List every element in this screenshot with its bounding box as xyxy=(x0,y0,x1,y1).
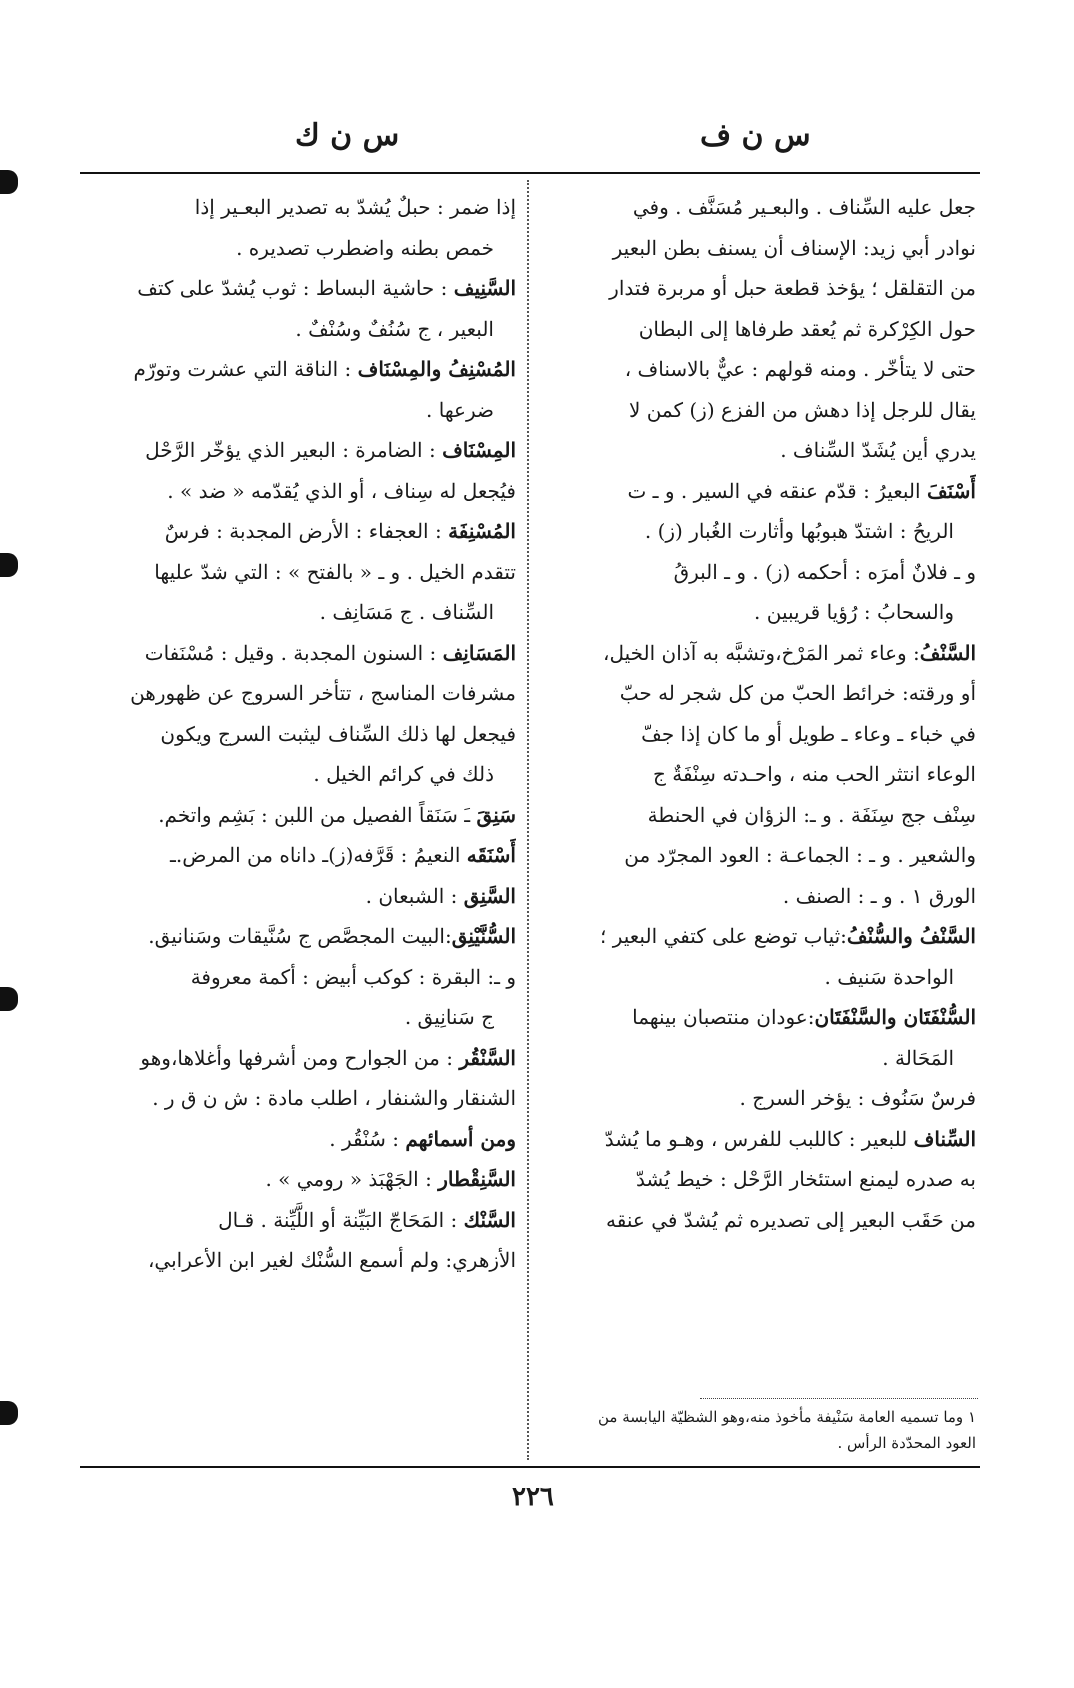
definition-text: حول الكِرْكرة ثم يُعقد طرفاها إلى البطان xyxy=(638,316,976,341)
definition-text: خمص بطنه واضطرب تصديره . xyxy=(236,235,494,260)
text-line xyxy=(544,552,976,593)
definition-text: : العجفاء : الأرض المجدبة : فرسٌ xyxy=(164,519,449,543)
headword: ومن أسمائهم xyxy=(405,1126,516,1151)
text-line xyxy=(544,471,976,512)
text-line xyxy=(86,957,516,998)
text-line xyxy=(544,187,976,228)
definition-text: نوادر أبي زيد: الإسناف أن يسنف بطن البعير xyxy=(612,235,976,260)
definition-text: فيُجعل له سِناف ، أو الذي يُقدّمه « ضد » . xyxy=(167,478,516,503)
text-line xyxy=(86,511,516,552)
text-line xyxy=(86,1078,516,1119)
definition-text: : الجَهْبَذ « رومي » . xyxy=(265,1167,439,1191)
footnote xyxy=(544,1404,976,1456)
definition-text: :ثياب توضع على كتفي البعير ؛ xyxy=(600,924,847,948)
definition-text: الوعاء انتثر الحب منه ، واحـدته سِنْفَةٌ ج xyxy=(652,762,976,786)
header-root-right: س ن ف xyxy=(700,118,811,153)
text-line xyxy=(544,916,976,957)
headword: أَسْنَقَه xyxy=(466,843,516,867)
footnote-rule xyxy=(700,1398,978,1400)
page-edge-mark xyxy=(0,1401,18,1425)
definition-text: ـَ سَنَقاً الفصيل من اللبن : بَشِم واتخم. xyxy=(158,802,477,827)
definition-text: السِّناف . ج مَسَانِف . xyxy=(319,600,494,624)
text-line xyxy=(86,1159,516,1200)
definition-text: تتقدم الخيل . و ـ « بالفتح » : التي شدّ عليها xyxy=(154,559,516,584)
definition-text: المَحَالة . xyxy=(882,1045,954,1070)
text-line xyxy=(86,268,516,309)
definition-text: الواحدة سَنيف . xyxy=(824,964,954,989)
footnote-line: ١ وما تسميه العامة سَنْيفة مأخوذ منه،وهو الشظيّة اليابسة من xyxy=(597,1408,976,1426)
definition-text: مشرفات المناسج ، تتأخر السروج عن ظهورهن xyxy=(130,681,516,705)
definition-text: ج سَنانِيق . xyxy=(404,1005,494,1029)
headword: السُّنَّيْنِق xyxy=(451,924,516,948)
text-line xyxy=(86,471,516,512)
page-edge-mark xyxy=(0,987,18,1011)
definition-text: الورق ١ . و ـ : الصنف . xyxy=(782,883,976,908)
text-line xyxy=(544,957,976,998)
text-line xyxy=(544,430,976,471)
definition-text: ذلك في كرائم الخيل . xyxy=(313,762,494,786)
headword: المُسْنِفُ والمِسْنَاف xyxy=(357,357,516,381)
text-line xyxy=(86,835,516,876)
text-line xyxy=(544,754,976,795)
definition-text: والسحابُ : رُؤيا قريبين . xyxy=(754,600,954,624)
text-line xyxy=(86,795,516,836)
page-edge-mark xyxy=(0,553,18,577)
definition-text: حتى لا يتأخّر . ومنه قولهم : عيٌّ بالاسناف ، xyxy=(624,357,976,381)
header-root-left: س ن ك xyxy=(295,118,400,153)
text-line xyxy=(544,633,976,674)
definition-text: : الناقة التي عشرت وتورّم xyxy=(133,357,358,381)
page-number: ٢٢٦ xyxy=(512,1482,554,1512)
definition-text: : المَحَاجّ البَيِّنة أو اللَّيِّنة . قـال xyxy=(218,1207,464,1232)
definition-text: والشعير . و ـ : الجماعـة : العود المجرّد من xyxy=(624,843,976,867)
text-line xyxy=(544,349,976,390)
text-line xyxy=(544,1200,976,1241)
text-line xyxy=(86,1200,516,1241)
headword: السَّنْك xyxy=(463,1207,516,1232)
text-line xyxy=(544,795,976,836)
text-line xyxy=(86,1240,516,1281)
text-line xyxy=(86,349,516,390)
definition-text: فيجعل لها ذلك السِّناف ليثبت السرج ويكون xyxy=(160,721,516,746)
definition-text: النعيمُ : قَرَّفه(ز)ـ داناه من المرض.ـ xyxy=(170,843,467,867)
definition-text: الشنقار والشنفار ، اطلب مادة : ش ن ق ر . xyxy=(152,1086,516,1110)
definition-text: من التقلقل ؛ يؤخذ قطعة حبل أو مربرة فتدار xyxy=(609,276,976,300)
definition-text: : الشبعان . xyxy=(365,883,464,908)
text-line xyxy=(86,916,516,957)
text-line xyxy=(544,309,976,350)
definition-text: الأزهري: ولم أسمع السُّنْك لغير ابن الأعرابي، xyxy=(147,1248,516,1272)
page-edge-mark xyxy=(0,170,18,194)
text-line xyxy=(86,997,516,1038)
text-line xyxy=(86,187,516,228)
headword: السَّنْقُر xyxy=(459,1045,516,1070)
text-line xyxy=(86,714,516,755)
definition-text: البعير ، ج سُنُفٌ وسُنْفٌ . xyxy=(295,316,494,341)
headword: السَّنِق xyxy=(463,883,516,908)
headword: المَسَانِف xyxy=(442,640,516,665)
text-line xyxy=(86,228,516,269)
headword: السَّنِيف xyxy=(453,276,516,300)
headword: سَنِقَ xyxy=(476,802,516,827)
definition-text: : السنون المجدبة . وقيل : مُسْنَفات xyxy=(144,640,443,665)
headword: السِّناف xyxy=(913,1126,976,1151)
text-line xyxy=(86,430,516,471)
headword: السُّنْفَتَان والسَّنْفَتَان xyxy=(814,1005,976,1029)
definition-text: سِنْف جج سِنَفَة . و ـ: الزؤان في الحنطة xyxy=(647,802,976,827)
definition-text: جعل عليه السِّناف . والبعـير مُسَنَّف . وفي xyxy=(632,195,976,219)
footer-rule xyxy=(80,1466,980,1468)
definition-text: إذا ضمر : حبلٌ يُشدّ به تصدير البعـير إذا xyxy=(194,195,516,219)
text-line xyxy=(86,1038,516,1079)
definition-text: : الضامرة : البعير الذي يؤخّر الرَّحْل xyxy=(145,438,443,462)
text-line xyxy=(544,1119,976,1160)
right-column xyxy=(544,187,976,1240)
definition-text: من حَقَب البعير إلى تصديره ثم يُشدّ في عنقه xyxy=(606,1207,976,1232)
definition-text: يقال للرجل إذا دهش من الفزع (ز) كمن لا xyxy=(628,397,976,422)
definition-text: للبعير : كاللبب للفرس ، وهـو ما يُشدّ xyxy=(604,1126,914,1151)
text-line xyxy=(86,1119,516,1160)
headword: السَّنْفُ والسُّنْفُ xyxy=(846,924,976,948)
definition-text: :البيت المجصَّص ج سُنَّيقات وسَنانيق. xyxy=(148,924,452,948)
definition-text: : من الجوارح ومن أشرفها وأغلاها،وهو xyxy=(140,1045,460,1070)
text-line xyxy=(86,592,516,633)
definition-text: أو ورقته: خرائط الحبّ من كل شجر له حبّ xyxy=(619,681,976,705)
headword: المِسْنَاف xyxy=(442,438,516,462)
definition-text: : حاشية البساط : ثوب يُشدّ على كتف xyxy=(137,276,454,300)
text-line xyxy=(544,228,976,269)
definition-text: و ـ: البقرة : كوكب أبيض : أكمة معروفة xyxy=(190,964,516,989)
definition-text: البعيرُ : قدّم عنقه في السير . و ـ ت xyxy=(627,478,927,503)
definition-text: : وعاء ثمر المَرْخ،وتشبَّه به آذان الخيل، xyxy=(602,640,920,665)
column-divider xyxy=(527,180,530,1460)
footnote-line: العود المحدّدة الرأس . xyxy=(837,1434,976,1452)
text-line xyxy=(86,552,516,593)
definition-text: الريحُ : اشتدّ هبوبُها وأثارت الغُبار (ز) . xyxy=(644,519,954,543)
text-line xyxy=(544,1038,976,1079)
headword: المُسْنِفَة xyxy=(448,519,516,543)
text-line xyxy=(86,876,516,917)
text-line xyxy=(544,876,976,917)
header-rule xyxy=(80,172,980,174)
text-line xyxy=(544,1078,976,1119)
text-line xyxy=(544,997,976,1038)
text-line xyxy=(86,673,516,714)
text-line xyxy=(544,592,976,633)
text-line xyxy=(544,673,976,714)
text-line xyxy=(544,835,976,876)
definition-text: ضرعها . xyxy=(426,397,494,422)
definition-text: :عودان منتصبان بينهما xyxy=(632,1005,815,1029)
definition-text: فرسٌ سَنُوف : يؤخر السرج . xyxy=(739,1086,976,1110)
definition-text: و ـ فلانٌ أمرَه : أحكمه (ز) . و ـ البرقُ xyxy=(673,559,976,584)
definition-text: يدري أين يُشَدّ السِّناف . xyxy=(780,438,976,462)
headword: السَّنْفُ xyxy=(919,640,976,665)
text-line xyxy=(86,633,516,674)
definition-text: في خباء ـ وعاء ـ طويل أو ما كان إذا جفّ xyxy=(641,721,976,746)
text-line xyxy=(86,754,516,795)
text-line xyxy=(544,390,976,431)
text-line xyxy=(86,390,516,431)
definition-text: : سُنْقُر . xyxy=(329,1126,406,1151)
definition-text: به صدره ليمنع استئخار الرَّحْل : خيط يُشدّ xyxy=(635,1167,976,1191)
text-line xyxy=(544,714,976,755)
text-line xyxy=(544,511,976,552)
text-line xyxy=(544,1159,976,1200)
text-line xyxy=(544,268,976,309)
headword: أَسْنَفَ xyxy=(926,478,976,503)
left-column xyxy=(86,187,516,1281)
headword: السَّنِقْطار xyxy=(438,1167,516,1191)
text-line xyxy=(86,309,516,350)
